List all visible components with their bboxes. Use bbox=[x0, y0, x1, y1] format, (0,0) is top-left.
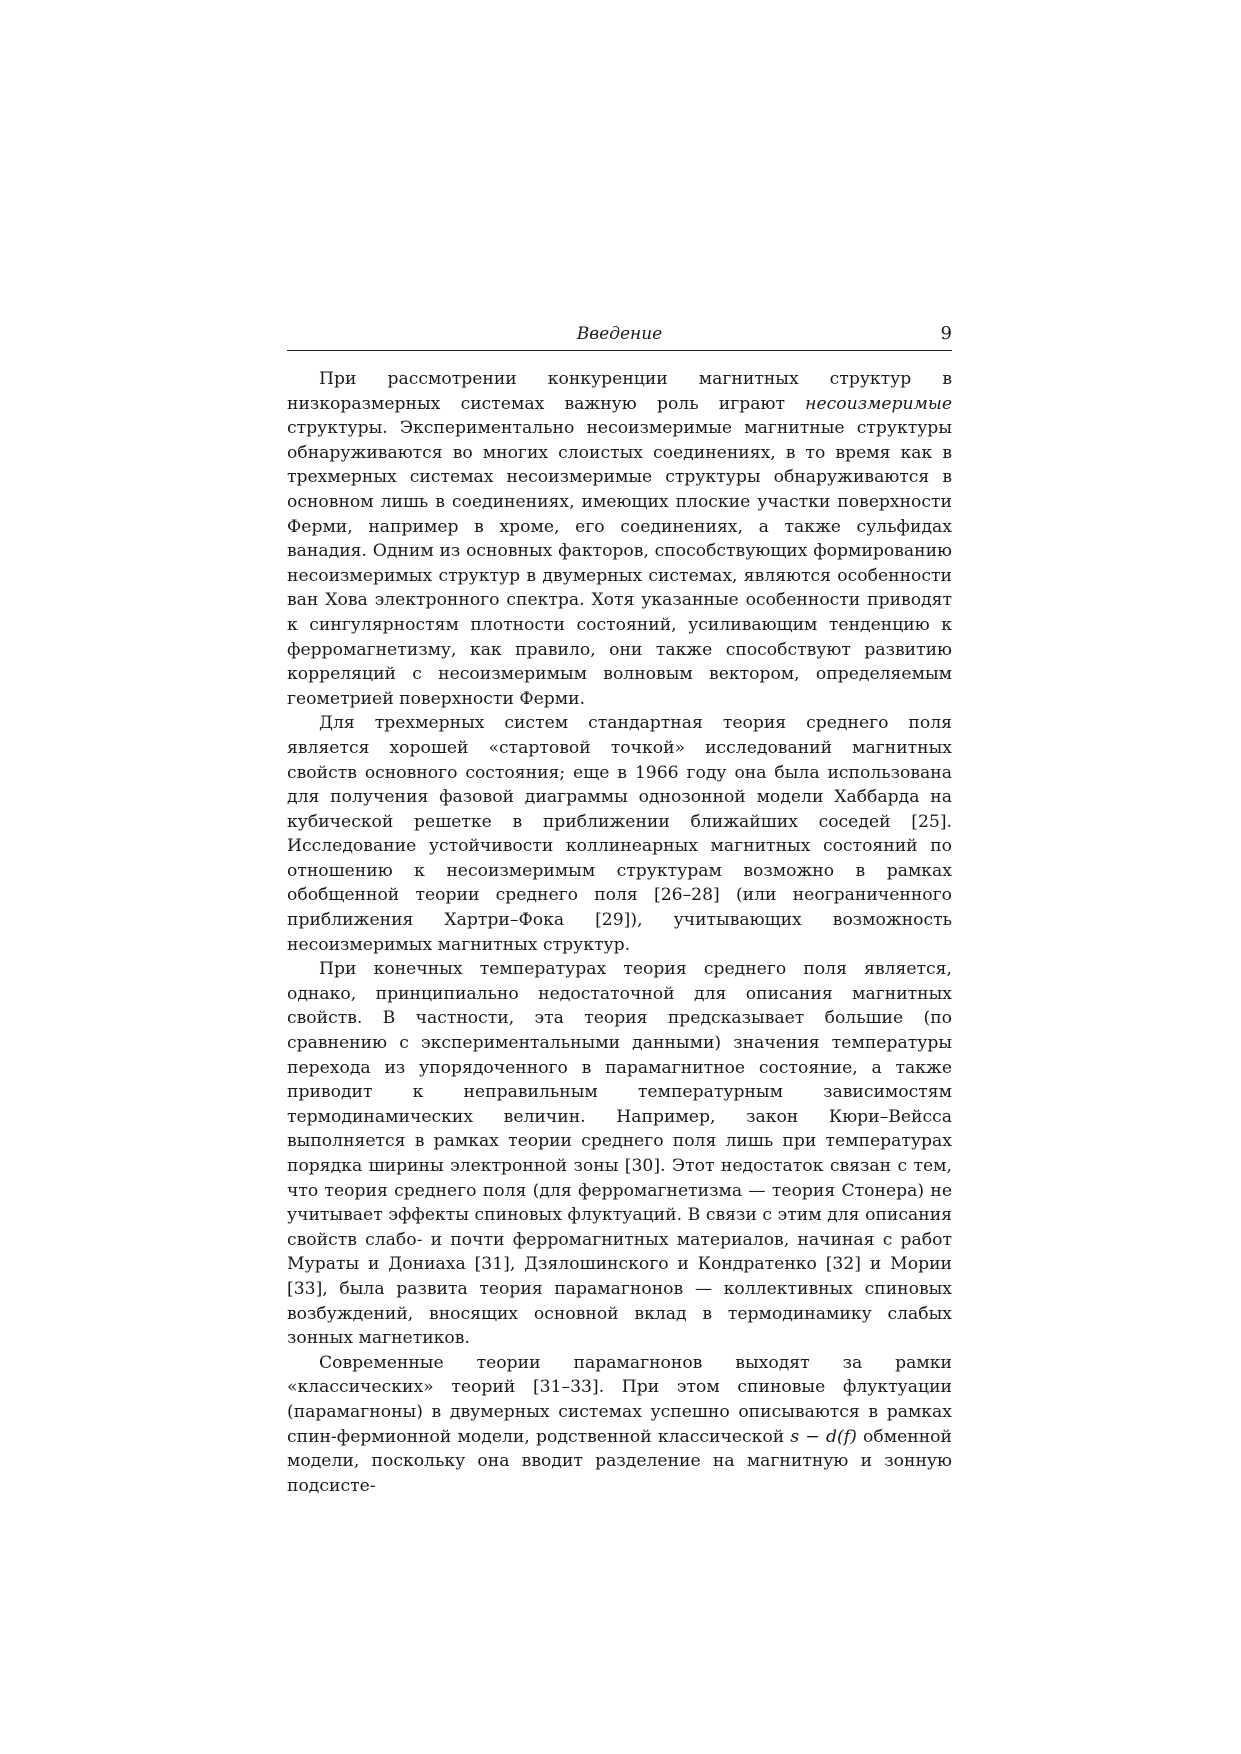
paragraph-2: Для трехмерных систем стандартная теория среднего поля является хорошей «стартовой точкой» исследований магнитных свойств основного состояния; еще в 1966 году она была использована для получения фазовой диаграммы однозонной модели Хаббарда на кубической решетке в приближении ближайших соседей [25]. Исследование устойчивости коллинеарных магнитных состояний по отношению к несоизмеримым структурам возможно в рамках обобщенной теории среднего поля [26–28] (или неограниченного приближения Хартри–Фока [29]), учитывающих возможность несоизмеримых магнитных структур. bbox=[287, 713, 952, 955]
math-expression-s-d-f: s − d(f) bbox=[790, 1426, 857, 1447]
paragraph-4-text-start: Современные теории парамагнонов выходят за рамки «классических» теорий [31–33]. При этом спиновые флуктуации (парамагноны) в двумерных системах успешно описываются в рамках спин-фермионной модели, родственной классической bbox=[287, 1352, 952, 1447]
paragraph-4-text-end: обменной модели, поскольку она вводит разделение на магнитную и зонную подсисте- bbox=[287, 1426, 952, 1496]
paragraph-3: При конечных температурах теория среднего поля является, однако, принципиально недостаточной для описания магнитных свойств. В частности, эта теория предсказывает большие (по сравнению с экспериментальными данными) значения температуры перехода из упорядоченного в парамагнитное состояние, а также приводит к неправильным температурным зависимостям термодинамических величин. Например, закон Кюри–Вейсса выполняется в рамках теории среднего поля лишь при температурах порядка ширины электронной зоны [30]. Этот недостаток связан с тем, что теория среднего поля (для ферромагнетизма — теория Стонера) не учитывает эффекты спиновых флуктуаций. В связи с этим для описания свойств слабо- и почти ферромагнитных материалов, начиная с работ Мураты и Дониаха [31], Дзялошинского и Кондратенко [32] и Мории [33], была развита теория парамагнонов — коллективных спиновых возбуждений, вносящих основной вклад в термодинамику слабых зонных магнетиков. bbox=[287, 959, 952, 1349]
running-title: Введение bbox=[576, 324, 663, 344]
paragraph-1-text-end: структуры. Экспериментально несоизмеримые магнитные структуры обнаруживаются во многих слоистых соединениях, в то время как в трехмерных системах несоизмеримые структуры обнаруживаются в основном лишь в соединениях, имеющих плоские участки поверхности Ферми, например в хроме, его соединениях, а также сульфидах ванадия. Одним из основных факторов, способствующих формированию несоизмеримых структур в двумерных системах, являются особенности ван Хова электронного спектра. Хотя указанные особенности приводят к сингулярностям плотности состояний, усиливающим тенденцию к ферромагнетизму, как правило, они также способствуют развитию корреляций с несоизмеримым волновым вектором, определяемым геометрией поверхности Ферми. bbox=[287, 418, 952, 709]
book-page bbox=[287, 320, 952, 1498]
paragraph-1-text-start: При рассмотрении конкуренции магнитных структур в низкоразмерных системах важную роль играют bbox=[287, 369, 952, 414]
paragraph-1 bbox=[287, 367, 952, 711]
running-head bbox=[287, 320, 952, 351]
body-text bbox=[287, 367, 952, 1498]
emphasis-incommensurate: несоизмеримые bbox=[805, 393, 952, 414]
page-number: 9 bbox=[940, 323, 952, 344]
paragraph-4 bbox=[287, 1351, 952, 1499]
